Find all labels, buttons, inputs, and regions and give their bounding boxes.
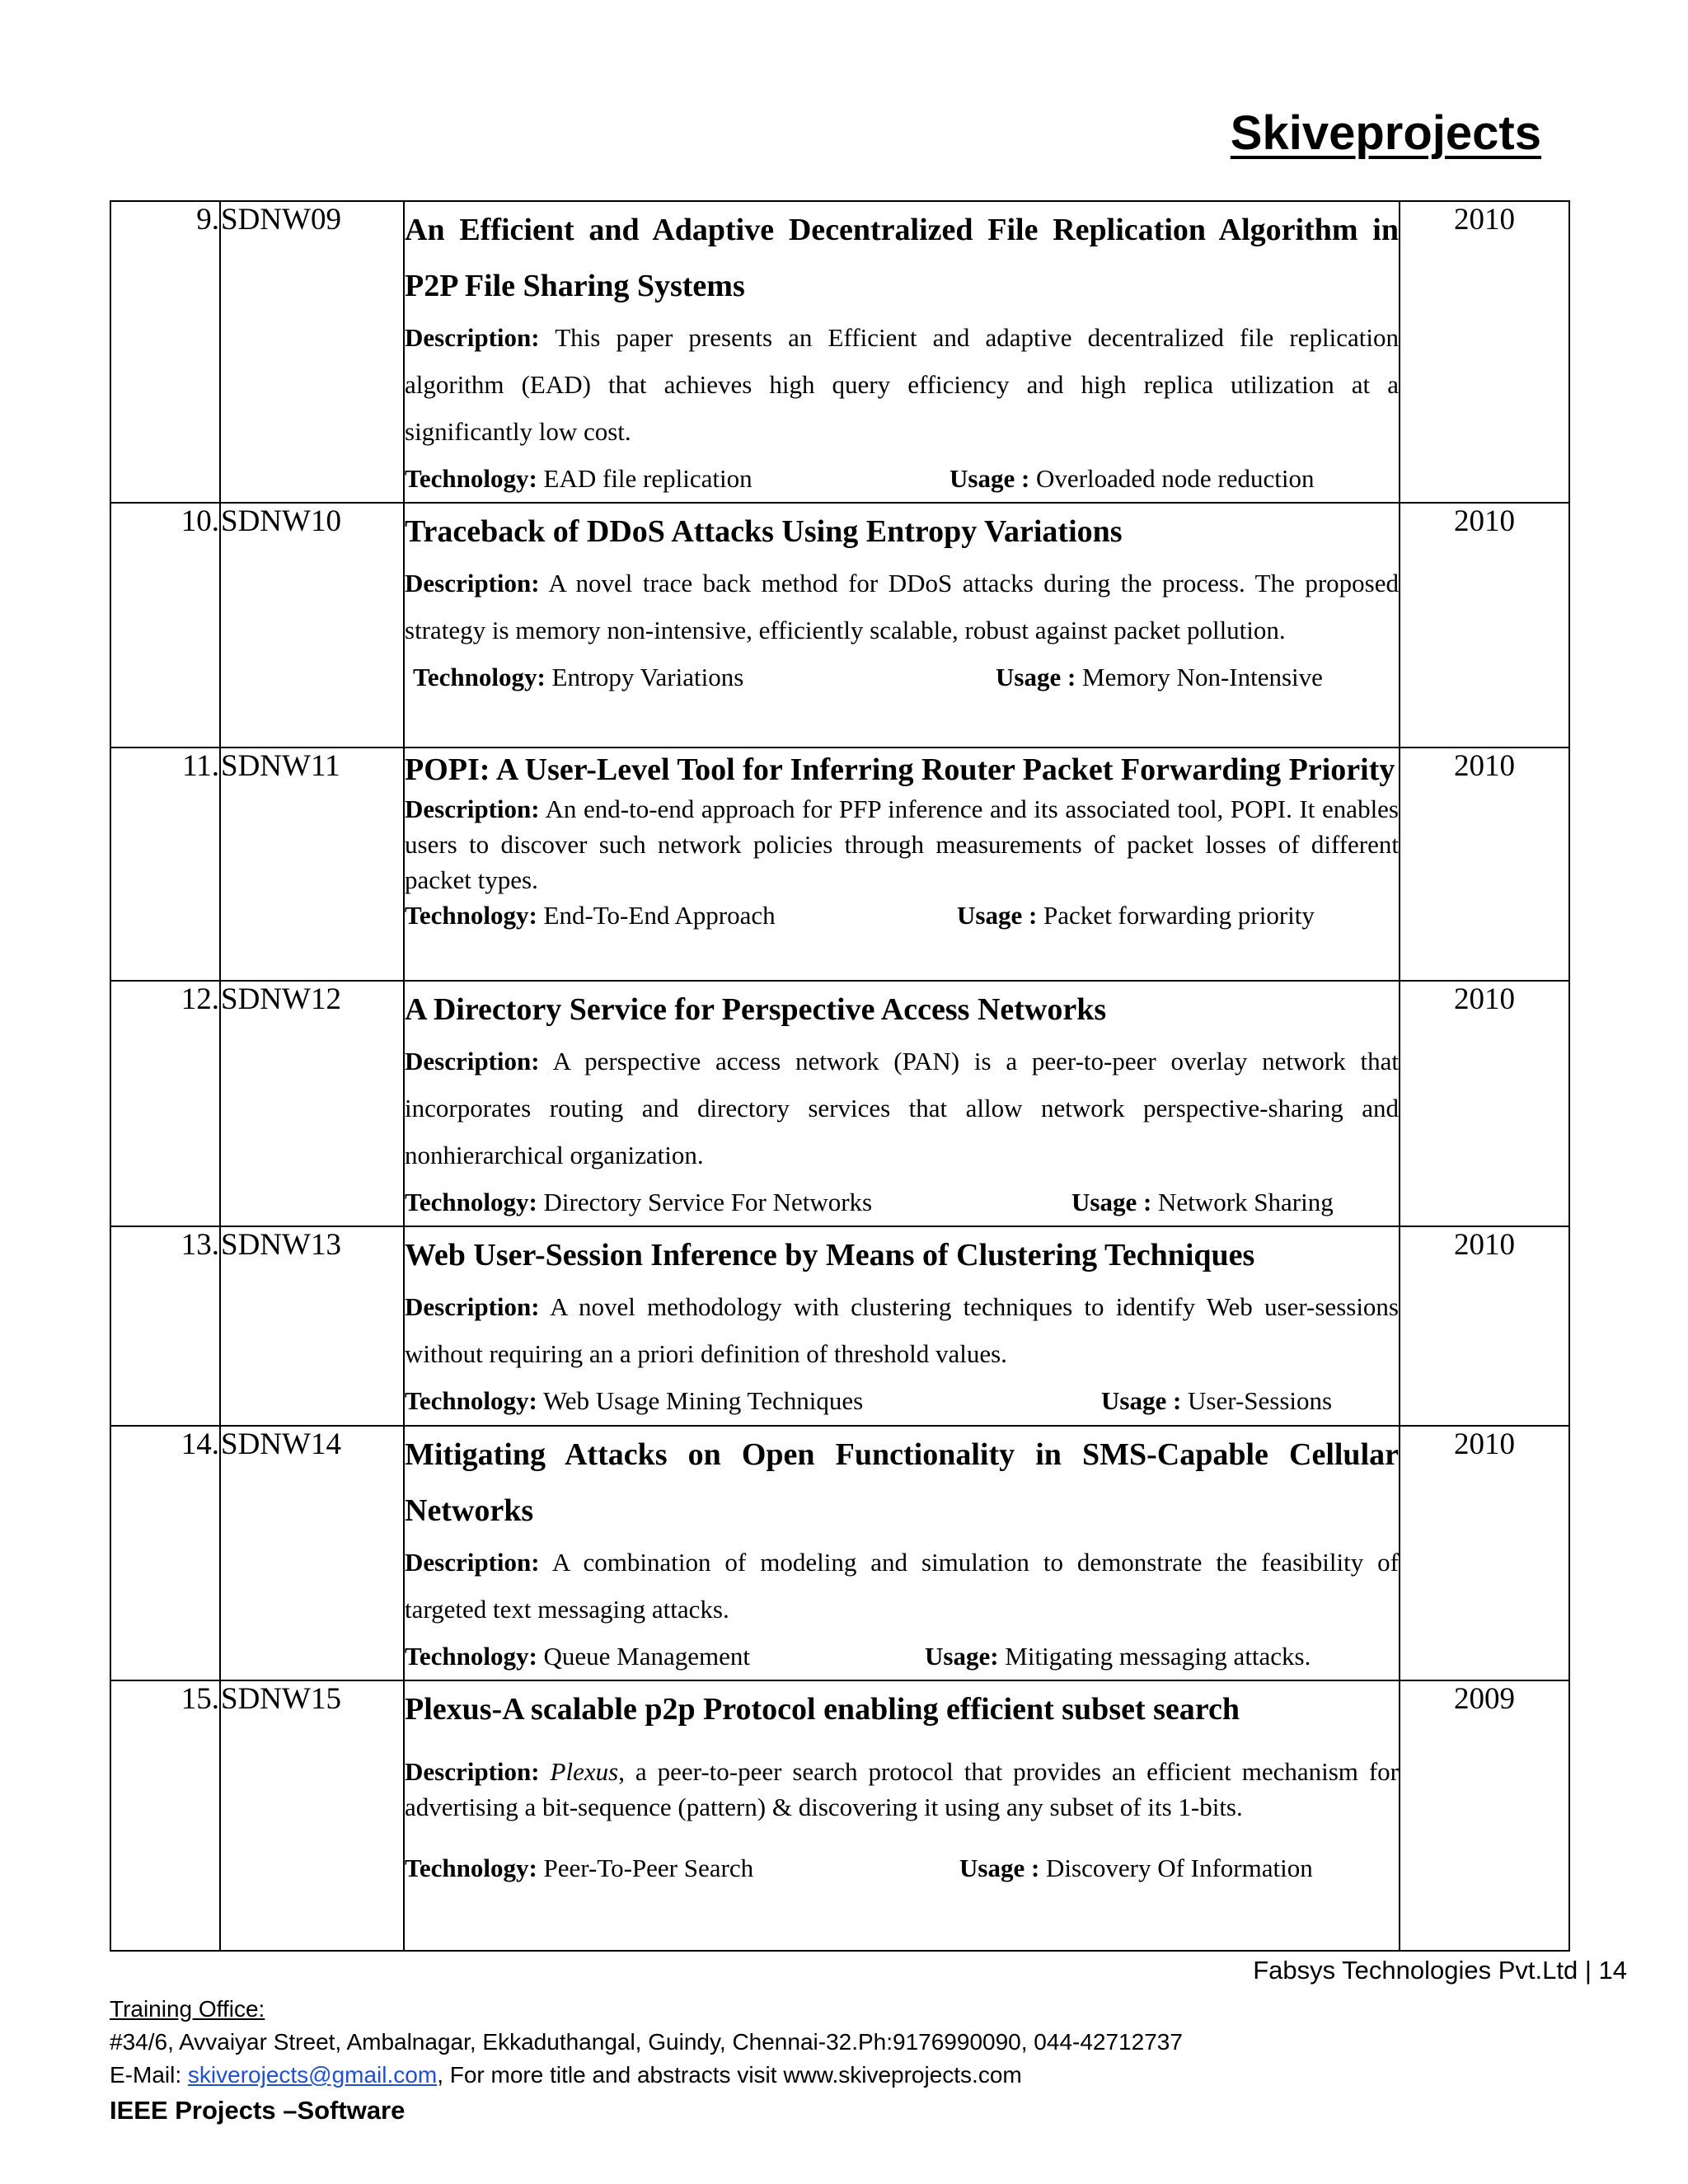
project-description [405,1754,1399,1825]
project-details [404,1226,1400,1426]
table-row [110,1226,1569,1426]
row-number: 12. [110,981,220,1226]
usage-value: Packet forwarding priority [1043,901,1315,930]
technology-usage-line [405,1844,1399,1891]
project-details [404,748,1400,981]
project-description [405,791,1399,898]
row-number: 9. [110,201,220,503]
technology-field [405,1386,863,1415]
project-title: Mitigating Attacks on Open Functionality in SMS-Capable Cellular Networks [405,1437,1399,1528]
row-number: 13. [110,1226,220,1426]
table-row [110,1680,1569,1951]
usage-value: User-Sessions [1188,1386,1333,1415]
technology-usage-line [405,654,1399,701]
technology-label: Technology: [405,1188,537,1216]
project-code: SDNW13 [220,1226,404,1426]
project-details [404,503,1400,748]
project-code: SDNW14 [220,1426,404,1680]
project-title: Web User-Session Inference by Means of Clustering Techniques [405,1238,1255,1272]
project-details [404,1426,1400,1680]
description-italic-text: Plexus [550,1757,619,1786]
office-label: Training Office: [110,1996,265,2022]
description-text: A novel methodology with clustering techniques to identify Web user-sessions without requiring an a priori definition of threshold values. [405,1292,1399,1368]
technology-field [405,1188,872,1216]
project-description [405,314,1399,455]
table-row [110,981,1569,1226]
usage-label: Usage : [1101,1386,1182,1415]
usage-value: Network Sharing [1158,1188,1334,1216]
project-year: 2010 [1400,1226,1569,1426]
description-text: A perspective access network (PAN) is a peer-to-peer overlay network that incorporates routing and directory services that allow network perspective-sharing and nonhierarchical organization. [405,1047,1399,1169]
description-text: An end-to-end approach for PFP inference and its associated tool, POPI. It enables users to discover such network policies through measurements of packet losses of different packet types. [405,794,1400,894]
series-label: IEEE Projects –Software [110,2096,406,2125]
email-prefix: E-Mail: [110,2062,188,2088]
description-label: Description: [405,794,540,823]
project-title: A Directory Service for Perspective Access Networks [405,992,1107,1027]
description-label: Description: [405,1047,540,1076]
technology-field [405,901,776,930]
project-details [404,1680,1400,1951]
technology-label: Technology: [405,1854,537,1882]
project-details [404,201,1400,503]
usage-field [996,654,1323,701]
technology-usage-line [405,455,1399,502]
row-number: 14. [110,1426,220,1680]
technology-label: Technology: [405,901,537,930]
usage-label: Usage: [925,1642,999,1671]
project-code: SDNW10 [220,503,404,748]
usage-label: Usage : [959,1854,1040,1882]
usage-value: Mitigating messaging attacks. [1005,1642,1311,1671]
project-year: 2010 [1400,1426,1569,1680]
project-title: An Efficient and Adaptive Decentralized File Replication Algorithm in P2P File Sharing Systems [405,213,1399,303]
usage-field [1071,1179,1334,1226]
usage-label: Usage : [957,901,1038,930]
technology-usage-line [405,1377,1399,1424]
description-label: Description: [405,1548,540,1577]
project-description [405,1283,1399,1377]
description-label: Description: [405,1757,540,1786]
technology-label: Technology: [405,1386,537,1415]
brand-title: Skiveprojects [1230,106,1541,160]
technology-value: End-To-End Approach [543,901,776,930]
technology-value: Peer-To-Peer Search [543,1854,754,1882]
usage-value: Memory Non-Intensive [1082,663,1323,691]
project-details [404,981,1400,1226]
projects-table [110,200,1570,1952]
project-title: POPI: A User-Level Tool for Inferring Router Packet Forwarding Priority [405,752,1395,787]
project-title: Plexus-A scalable p2p Protocol enabling efficient subset search [405,1692,1240,1727]
project-title: Traceback of DDoS Attacks Using Entropy Variations [405,514,1123,549]
project-code: SDNW11 [220,748,404,981]
website-text: , For more title and abstracts visit www.skiveprojects.com [437,2062,1022,2088]
technology-value: Directory Service For Networks [543,1188,873,1216]
technology-field [405,464,753,493]
technology-field [405,1854,753,1882]
technology-usage-line [405,1179,1399,1226]
row-number: 10. [110,503,220,748]
technology-label: Technology: [413,663,546,691]
table-row [110,201,1569,503]
project-code: SDNW09 [220,201,404,503]
project-year: 2010 [1400,503,1569,748]
footer-company: Fabsys Technologies Pvt.Ltd | 14 [1253,1956,1627,1985]
technology-label: Technology: [405,1642,537,1671]
project-year: 2009 [1400,1680,1569,1951]
description-label: Description: [405,323,540,352]
footer [110,1993,1183,2128]
usage-label: Usage : [950,464,1030,493]
project-description [405,1038,1399,1179]
project-code: SDNW12 [220,981,404,1226]
usage-field [959,1844,1313,1891]
usage-value: Discovery Of Information [1046,1854,1313,1882]
technology-usage-line [405,1633,1399,1680]
office-address: #34/6, Avvaiyar Street, Ambalnagar, Ekkaduthangal, Guindy, Chennai-32.Ph:9176990090, 044-42712737 [110,2029,1183,2055]
technology-field [405,1642,750,1671]
usage-label: Usage : [1071,1188,1152,1216]
table-row [110,1426,1569,1680]
usage-field [950,455,1314,502]
technology-value: Entropy Variations [551,663,744,691]
row-number: 15. [110,1680,220,1951]
row-number: 11. [110,748,220,981]
technology-value: Queue Management [543,1642,751,1671]
technology-value: EAD file replication [543,464,753,493]
description-label: Description: [405,1292,540,1321]
project-code: SDNW15 [220,1680,404,1951]
usage-field [1101,1377,1332,1424]
description-text: A novel trace back method for DDoS attacks during the process. The proposed strategy is memory non-intensive, efficiently scalable, robust against packet pollution. [405,569,1399,644]
project-year: 2010 [1400,748,1569,981]
description-text: , a peer-to-peer search protocol that provides an efficient mechanism for advertising a bit-sequence (pattern) & discovering it using any subset of its 1-bits. [405,1757,1399,1821]
technology-label: Technology: [405,464,537,493]
table-row [110,748,1569,981]
usage-field [957,898,1315,933]
email-link[interactable]: skiverojects@gmail.com [187,2062,438,2088]
technology-value: Web Usage Mining Techniques [542,1386,864,1415]
technology-field [413,663,743,691]
project-description [405,1539,1399,1633]
description-text: This paper presents an Efficient and adaptive decentralized file replication algorithm (EAD) that achieves high query efficiency and high replica utilization at a significantly low cost. [405,323,1399,446]
technology-usage-line [405,898,1399,933]
usage-field [925,1633,1311,1680]
description-text: A combination of modeling and simulation to demonstrate the feasibility of targeted text messaging attacks. [405,1548,1399,1624]
table-row [110,503,1569,748]
contact-line [110,2059,1183,2092]
usage-value: Overloaded node reduction [1036,464,1315,493]
project-description [405,560,1399,654]
project-year: 2010 [1400,981,1569,1226]
project-year: 2010 [1400,201,1569,503]
usage-label: Usage : [996,663,1076,691]
description-label: Description: [405,569,540,598]
